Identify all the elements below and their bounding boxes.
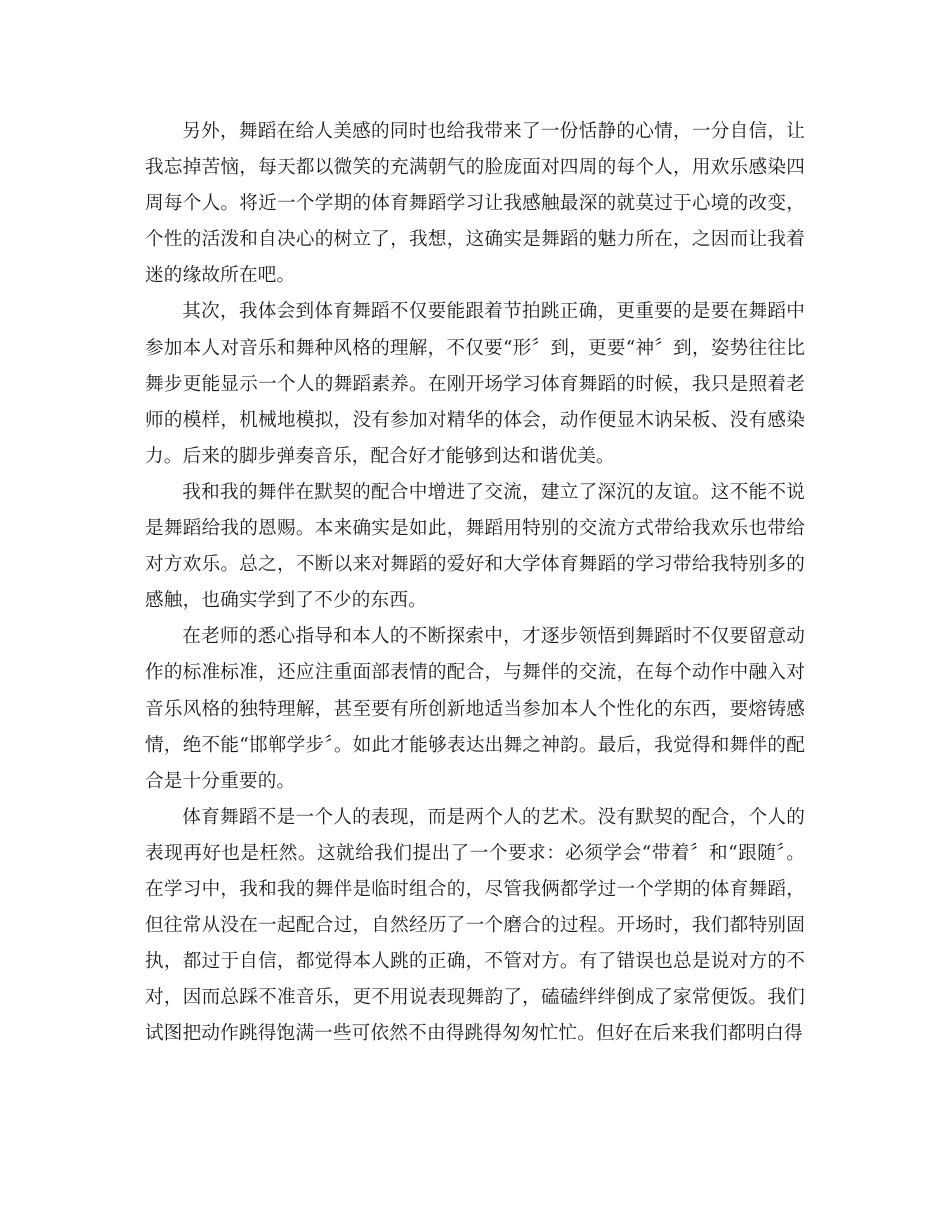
document-body [145,114,805,1052]
paragraph-5: 体育舞蹈不是一个人的表现，而是两个人的艺术。没有默契的配合，个人的表现再好也是枉然。这就给我们提出了一个要求：必须学会“带着〞和“跟随〞。在学习中，我和我的舞伴是临时组合的，尽管我俩都学过一个学期的体育舞蹈，但往常从没在一起配合过，自然经历了一个磨合的过程。开场时，我们都特别固执，都过于自信，都觉得本人跳的正确，不管对方。有了错误也总是说对方的不对，因而总踩不准音乐，更不用说表现舞韵了，磕磕绊绊倒成了家常便饭。我们试图把动作跳得饱满一些可依然不由得跳得匆匆忙忙。但好在后来我们都明白得 [145,806,805,1045]
paragraph-4: 在老师的悉心指导和本人的不断探索中，才逐步领悟到舞蹈时不仅要留意动作的标准标准，还应注重面部表情的配合，与舞伴的交流，在每个动作中融入对音乐风格的独特理解，甚至要有所创新地适当参加本人个性化的东西，要熔铸感情，绝不能“邯郸学步〞。如此才能够表达出舞之神韵。最后，我觉得和舞伴的配合是十分重要的。 [145,626,805,792]
paragraph-1: 另外，舞蹈在给人美感的同时也给我带来了一份恬静的心情，一分自信，让我忘掉苦恼，每天都以微笑的充满朝气的脸庞面对四周的每个人，用欢乐感染四周每个人。将近一个学期的体育舞蹈学习让我感触最深的就莫过于心境的改变，个性的活泼和自决心的树立了，我想，这确实是舞蹈的魅力所在，之因而让我着迷的缘故所在吧。 [145,121,805,287]
paragraph-2: 其次，我体会到体育舞蹈不仅要能跟着节拍跳正确，更重要的是要在舞蹈中参加本人对音乐和舞种风格的理解，不仅要“形〞到，更要“神〞到，姿势往往比舞步更能显示一个人的舞蹈素养。在刚开场学习体育舞蹈的时候，我只是照着老师的模样，机械地模拟，没有参加对精华的体会，动作便显木讷呆板、没有感染力。后来的脚步弹奏音乐，配合好才能够到达和谐优美。 [145,301,805,467]
paragraph-3: 我和我的舞伴在默契的配合中增进了交流，建立了深沉的友谊。这不能不说是舞蹈给我的恩赐。本来确实是如此，舞蹈用特别的交流方式带给我欢乐也带给对方欢乐。总之，不断以来对舞蹈的爱好和大学体育舞蹈的学习带给我特别多的感触，也确实学到了不少的东西。 [145,481,805,612]
